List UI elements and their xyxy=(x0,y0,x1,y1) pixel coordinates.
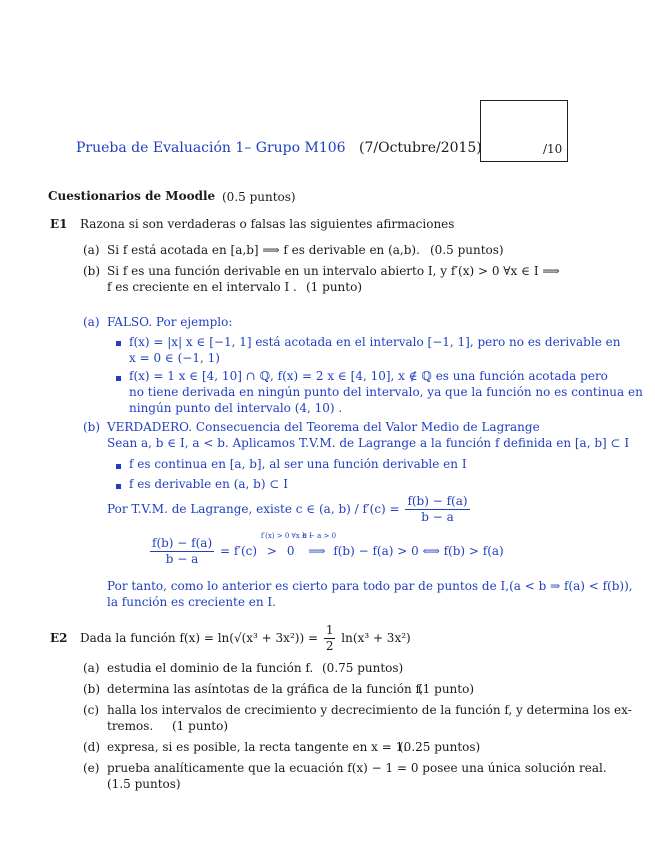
answer-b-bullet-1 xyxy=(116,459,129,474)
answer-a-heading: FALSO. Por ejemplo: xyxy=(107,315,233,329)
section-title: Cuestionarios de Moodle xyxy=(48,189,216,203)
answer-a-bullet-2 xyxy=(116,371,129,386)
e1-prompt: Razona si son verdaderas o falsas las siguientes afirmaciones xyxy=(80,217,455,231)
e2-item-d-text: expresa, si es posible, la recta tangente en x = 1. xyxy=(107,740,408,754)
e2-item-d-marker: (d) xyxy=(83,740,101,754)
e1-item-b-line2: f es creciente en el intervalo I . xyxy=(107,280,297,294)
e2-half xyxy=(324,623,336,654)
eq-lhs-tail: = f′(c) xyxy=(219,544,258,558)
e2-item-c-line2: tremos. xyxy=(107,719,154,733)
e2-item-c-points: (1 punto) xyxy=(172,719,228,733)
tvm-text: Por T.V.M. de Lagrange, existe c ∈ (a, b) / f′(c) = xyxy=(107,502,400,516)
eq-frac-num: f(b) − f(a) xyxy=(152,536,213,550)
answer-b-heading: VERDADERO. Consecuencia del Teorema del Valor Medio de Lagrange xyxy=(107,420,540,434)
answer-a-b2-line3: ningún punto del intervalo (4, 10) . xyxy=(129,401,343,415)
eq-arrow: ⟹ xyxy=(308,544,326,558)
e1-item-b-line1: Si f es una función derivable en un intervalo abierto I, y f′(x) > 0 ∀x ∈ I ⟹ xyxy=(107,264,560,278)
answer-b-marker: (b) xyxy=(83,420,101,434)
e2-item-c-marker: (c) xyxy=(83,703,100,717)
e2-prompt-tail: ln(x³ + 3x²) xyxy=(341,631,411,645)
e2-prompt-text: Dada la función f(x) = ln(√(x³ + 3x²)) = xyxy=(80,631,318,645)
answer-b-bullet2-text: f es derivable en (a, b) ⊂ I xyxy=(129,477,288,491)
tvm-frac-num: f(b) − f(a) xyxy=(407,494,468,508)
e2-half-den: 2 xyxy=(325,639,334,653)
e2-item-a-marker: (a) xyxy=(83,661,100,675)
e1-item-a-text: Si f está acotada en [a,b] ⟹ f es derivable en (a,b). xyxy=(107,243,420,257)
exam-title: Prueba de Evaluación 1– Grupo M106 xyxy=(76,140,346,156)
e2-item-e-marker: (e) xyxy=(83,761,100,775)
answer-a-b1-line2: x = 0 ∈ (−1, 1) xyxy=(129,351,220,365)
section-points: (0.5 puntos) xyxy=(222,190,296,204)
e2-item-d-points: (0.25 puntos) xyxy=(399,740,481,754)
conclusion-line2: la función es creciente en I. xyxy=(107,595,276,609)
eq-frac-den: b − a xyxy=(165,552,199,566)
e2-item-a-text: estudia el dominio de la función f. xyxy=(107,661,314,675)
eq-fraction xyxy=(150,536,214,567)
answer-b-bullet1-text: f es continua en [a, b], al ser una función derivable en I xyxy=(129,457,467,471)
answer-a-b1-line1: f(x) = |x| x ∈ [−1, 1] está acotada en el intervalo [−1, 1], pero no es derivable en xyxy=(129,335,621,349)
answer-b-line2: Sean a, b ∈ I, a < b. Aplicamos T.V.M. de Lagrange a la función f definida en [a, b] ⊂ I xyxy=(107,436,630,450)
e2-item-b-marker: (b) xyxy=(83,682,101,696)
e2-half-num: 1 xyxy=(325,623,334,637)
e2-item-b-text: determina las asíntotas de la gráfica de la función f. xyxy=(107,682,424,696)
e2-item-e-line1: prueba analíticamente que la ecuación f(x) − 1 = 0 posee una única solución real. xyxy=(107,761,607,775)
tvm-fraction xyxy=(405,494,469,525)
exam-date: (7/Octubre/2015) xyxy=(359,140,482,156)
e2-prompt xyxy=(80,623,411,654)
conclusion-line1: Por tanto, como lo anterior es cierto para todo par de puntos de I,(a < b ⇒ f(a) < f(b)), xyxy=(107,579,633,593)
e1-item-a-marker: (a) xyxy=(83,243,100,257)
eq-gt: > xyxy=(266,544,277,558)
e1-item-b-marker: (b) xyxy=(83,264,101,278)
e1-item-a-points: (0.5 puntos) xyxy=(430,243,504,257)
answer-a-b2-line1: f(x) = 1 x ∈ [4, 10] ∩ ℚ, f(x) = 2 x ∈ [4, 10], x ∉ ℚ es una función acotada pero xyxy=(129,369,608,383)
bullet-icon xyxy=(116,376,121,381)
eq-rhs: f(b) − f(a) > 0 ⟺ f(b) > f(a) xyxy=(333,544,504,558)
score-total: /10 xyxy=(543,142,563,156)
tvm-statement xyxy=(107,494,472,525)
e1-item-b-points: (1 punto) xyxy=(306,280,362,294)
tvm-equation xyxy=(148,532,504,567)
bullet-icon xyxy=(116,484,121,489)
answer-b-bullet-2 xyxy=(116,479,129,494)
tvm-frac-den: b − a xyxy=(421,510,454,524)
answer-a-marker: (a) xyxy=(83,315,100,329)
eq-over1: f′(x) > 0 ∀x ∈ I xyxy=(260,532,313,540)
eq-zero: 0 xyxy=(286,544,295,558)
e2-item-c-line1: halla los intervalos de crecimiento y decrecimiento de la función f, y determina los ex- xyxy=(107,703,632,717)
e1-label: E1 xyxy=(50,217,68,231)
e2-item-b-points: (1 punto) xyxy=(418,682,474,696)
e2-item-e-line2: (1.5 puntos) xyxy=(107,777,181,791)
answer-a-b2-line2: no tiene derivada en ningún punto del intervalo, ya que la función no es continua en xyxy=(129,385,643,399)
e2-label: E2 xyxy=(50,631,68,645)
eq-over2: b − a > 0 xyxy=(302,532,337,540)
answer-a-bullet-1 xyxy=(116,336,129,351)
e2-item-a-points: (0.75 puntos) xyxy=(322,661,404,675)
bullet-icon xyxy=(116,464,121,469)
bullet-icon xyxy=(116,341,121,346)
